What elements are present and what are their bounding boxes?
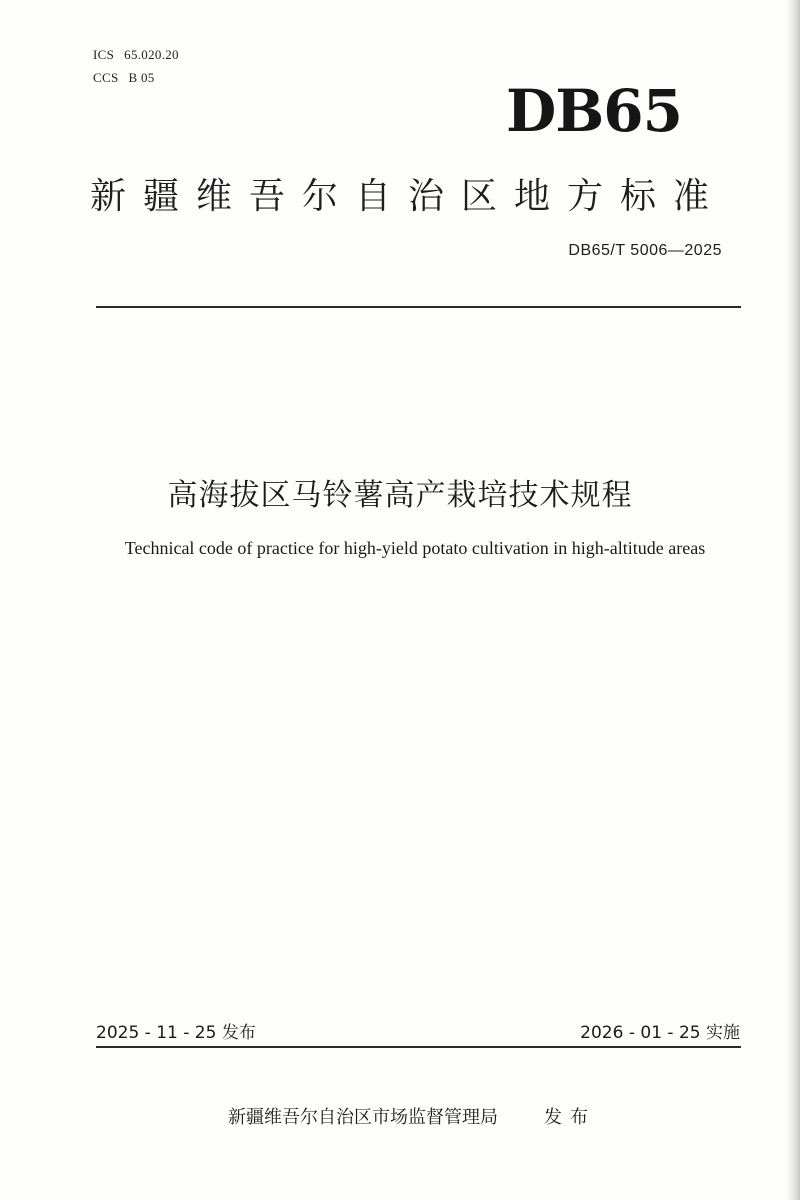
ics-line: [93, 47, 179, 63]
db65-logo: DB65: [505, 77, 682, 145]
document-title-chinese: 高海拔区马铃薯高产栽培技术规程: [167, 478, 633, 513]
standard-number: DB65/T 5006—2025: [568, 242, 722, 259]
implementation-date: 2026 - 01 - 25 实施: [580, 1023, 740, 1043]
ics-code: 65.020.20: [124, 47, 179, 62]
ccs-line: [93, 70, 155, 86]
standard-type-heading: 新疆维吾尔自治区地方标准: [90, 176, 727, 217]
scan-edge-shadow: [786, 0, 800, 1200]
issue-date: 2025 - 11 - 25 发布: [96, 1023, 256, 1043]
publish-action: 发布: [544, 1107, 596, 1128]
top-divider: [96, 306, 741, 308]
ccs-label: CCS: [93, 70, 119, 85]
bottom-divider: [96, 1046, 741, 1048]
ccs-code: B 05: [128, 70, 155, 85]
publisher-name: 新疆维吾尔自治区市场监督管理局: [228, 1107, 498, 1128]
ics-label: ICS: [93, 47, 115, 62]
document-title-english: Technical code of practice for high-yield potato cultivation in high-altitude areas: [124, 538, 706, 558]
